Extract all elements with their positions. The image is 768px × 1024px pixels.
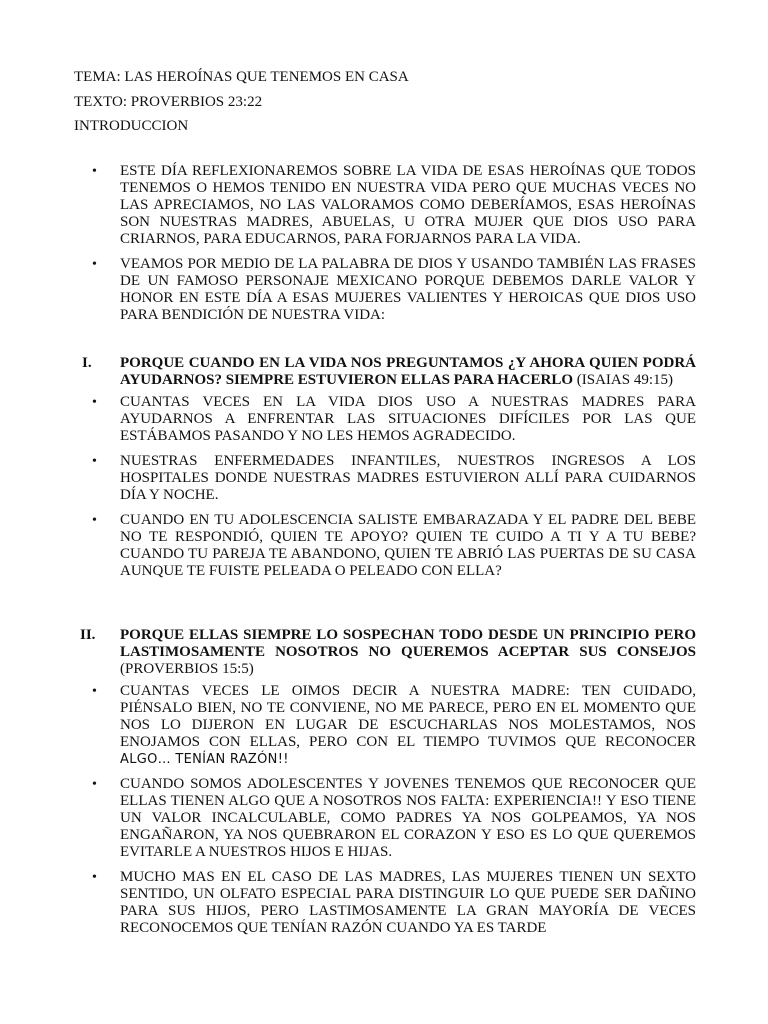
list-item: [74, 256, 696, 324]
section-reference: (ISAIAS 49:15): [576, 372, 673, 388]
section-one: [74, 355, 696, 588]
list-item-text: MUCHO MAS EN EL CASO DE LAS MADRES, LAS MUJERES TIENEN UN SEXTO SENTIDO, UN OLFATO ESPECIAL PARA DISTINGUIR LO QUE PUEDE SER DAÑINO PARA SUS HIJOS, PERO LASTIMOSAMENTE LA GRAN MAYORÍA DE VECES RECONOCEMOS QUE TENÍAN RAZÓN CUANDO YA ES TARDE: [120, 869, 696, 936]
list-item-text: CUANTAS VECES EN LA VIDA DIOS USO A NUESTRAS MADRES PARA AYUDARNOS A ENFRENTAR LAS SITUACIONES DIFÍCILES POR LAS QUE ESTÁBAMOS PASANDO Y NO LES HEMOS AGRADECIDO.: [120, 394, 696, 444]
bullet-icon: •: [92, 870, 97, 885]
section-number: I.: [82, 355, 92, 371]
list-item: [74, 512, 696, 580]
list-item-text: CUANDO EN TU ADOLESCENCIA SALISTE EMBARAZADA Y EL PADRE DEL BEBE NO TE RESPONDIÓ, QUIEN TE APOYO? QUIEN TE CUIDO A TI Y A TU BEBE? CUANDO TU PAREJA TE ABANDONO, QUIEN TE ABRIÓ LAS PUERTAS DE SU CASA AUNQUE TE FUISTE PELEADA O PELEADO CON ELLA?: [120, 512, 696, 579]
section-reference: (PROVERBIOS 15:5): [120, 661, 254, 677]
section-number: II.: [80, 627, 96, 643]
section-heading: [74, 627, 696, 678]
list-item: [74, 683, 696, 768]
section-heading: [74, 355, 696, 389]
theme-line: TEMA: LAS HEROÍNAS QUE TENEMOS EN CASA: [74, 69, 409, 85]
introduction-heading: INTRODUCCION: [74, 118, 189, 134]
list-item-text: ESTE DÍA REFLEXIONAREMOS SOBRE LA VIDA DE ESAS HEROÍNAS QUE TODOS TENEMOS O HEMOS TENIDO EN NUESTRA VIDA PERO QUE MUCHAS VECES NO LAS APRECIAMOS, NO LAS VALORAMOS COMO DEBERÍAMOS, ESAS HEROÍNAS SON NUESTRAS MADRES, ABUELAS, U OTRA MUJER QUE DIOS USO PARA CRIARNOS, PARA EDUCARNOS, PARA FORJARNOS PARA LA VIDA.: [120, 163, 696, 247]
list-item-text: CUANDO SOMOS ADOLESCENTES Y JOVENES TENEMOS QUE RECONOCER QUE ELLAS TIENEN ALGO QUE A NOSOTROS NOS FALTA: EXPERIENCIA!! Y ESO TIENE UN VALOR INCALCULABLE, COMO PADRES YA NOS GOLPEAMOS, YA NOS ENGAÑARON, YA NOS QUEBRARON EL CORAZON Y ESO ES LO QUE QUEREMOS EVITARLE A NUESTROS HIJOS E HIJAS.: [120, 776, 696, 860]
bullet-icon: •: [92, 777, 97, 792]
list-item-text: VEAMOS POR MEDIO DE LA PALABRA DE DIOS Y USANDO TAMBIÉN LAS FRASES DE UN FAMOSO PERSONAJE MEXICANO PORQUE DEBEMOS DARLE VALOR Y HONOR EN ESTE DÍA A ESAS MUJERES VALIENTES Y HEROICAS QUE DIOS USO PARA BENDICIÓN DE NUESTRA VIDA:: [120, 256, 696, 323]
bullet-icon: •: [92, 684, 97, 699]
list-item: [74, 776, 696, 861]
list-item: [74, 163, 696, 248]
list-item: [74, 869, 696, 937]
list-item-text-tail: ALGO… TENÍAN RAZÓN!!: [120, 752, 289, 767]
section-title: PORQUE CUANDO EN LA VIDA NOS PREGUNTAMOS ¿Y AHORA QUIEN PODRÁ AYUDARNOS? SIEMPRE ESTUVIERON ELLAS PARA HACERLO: [120, 355, 696, 388]
bullet-icon: •: [92, 513, 97, 528]
bullet-icon: •: [92, 257, 97, 272]
text-reference-line: TEXTO: PROVERBIOS 23:22: [74, 94, 263, 110]
bullet-icon: •: [92, 164, 97, 179]
list-item: [74, 453, 696, 504]
section-title: PORQUE ELLAS SIEMPRE LO SOSPECHAN TODO DESDE UN PRINCIPIO PERO LASTIMOSAMENTE NOSOTROS NO QUEREMOS ACEPTAR SUS CONSEJOS: [120, 627, 696, 660]
section-two: [74, 627, 696, 945]
introduction-list: [74, 163, 696, 332]
list-item: [74, 394, 696, 445]
list-item-text: CUANTAS VECES LE OIMOS DECIR A NUESTRA MADRE: TEN CUIDADO, PIÉNSALO BIEN, NO TE CONVIENE, NO ME PARECE, PERO EN EL MOMENTO QUE NOS LO DIJERON EN LUGAR DE ESCUCHARLAS NOS MOLESTAMOS, NOS ENOJAMOS CON ELLAS, PERO CON EL TIEMPO TUVIMOS QUE RECONOCER: [120, 683, 696, 750]
bullet-icon: •: [92, 454, 97, 469]
list-item-text: NUESTRAS ENFERMEDADES INFANTILES, NUESTROS INGRESOS A LOS HOSPITALES DONDE NUESTRAS MADRES ESTUVIERON ALLÍ PARA CUIDARNOS DÍA Y NOCHE.: [120, 453, 696, 503]
bullet-icon: •: [92, 395, 97, 410]
